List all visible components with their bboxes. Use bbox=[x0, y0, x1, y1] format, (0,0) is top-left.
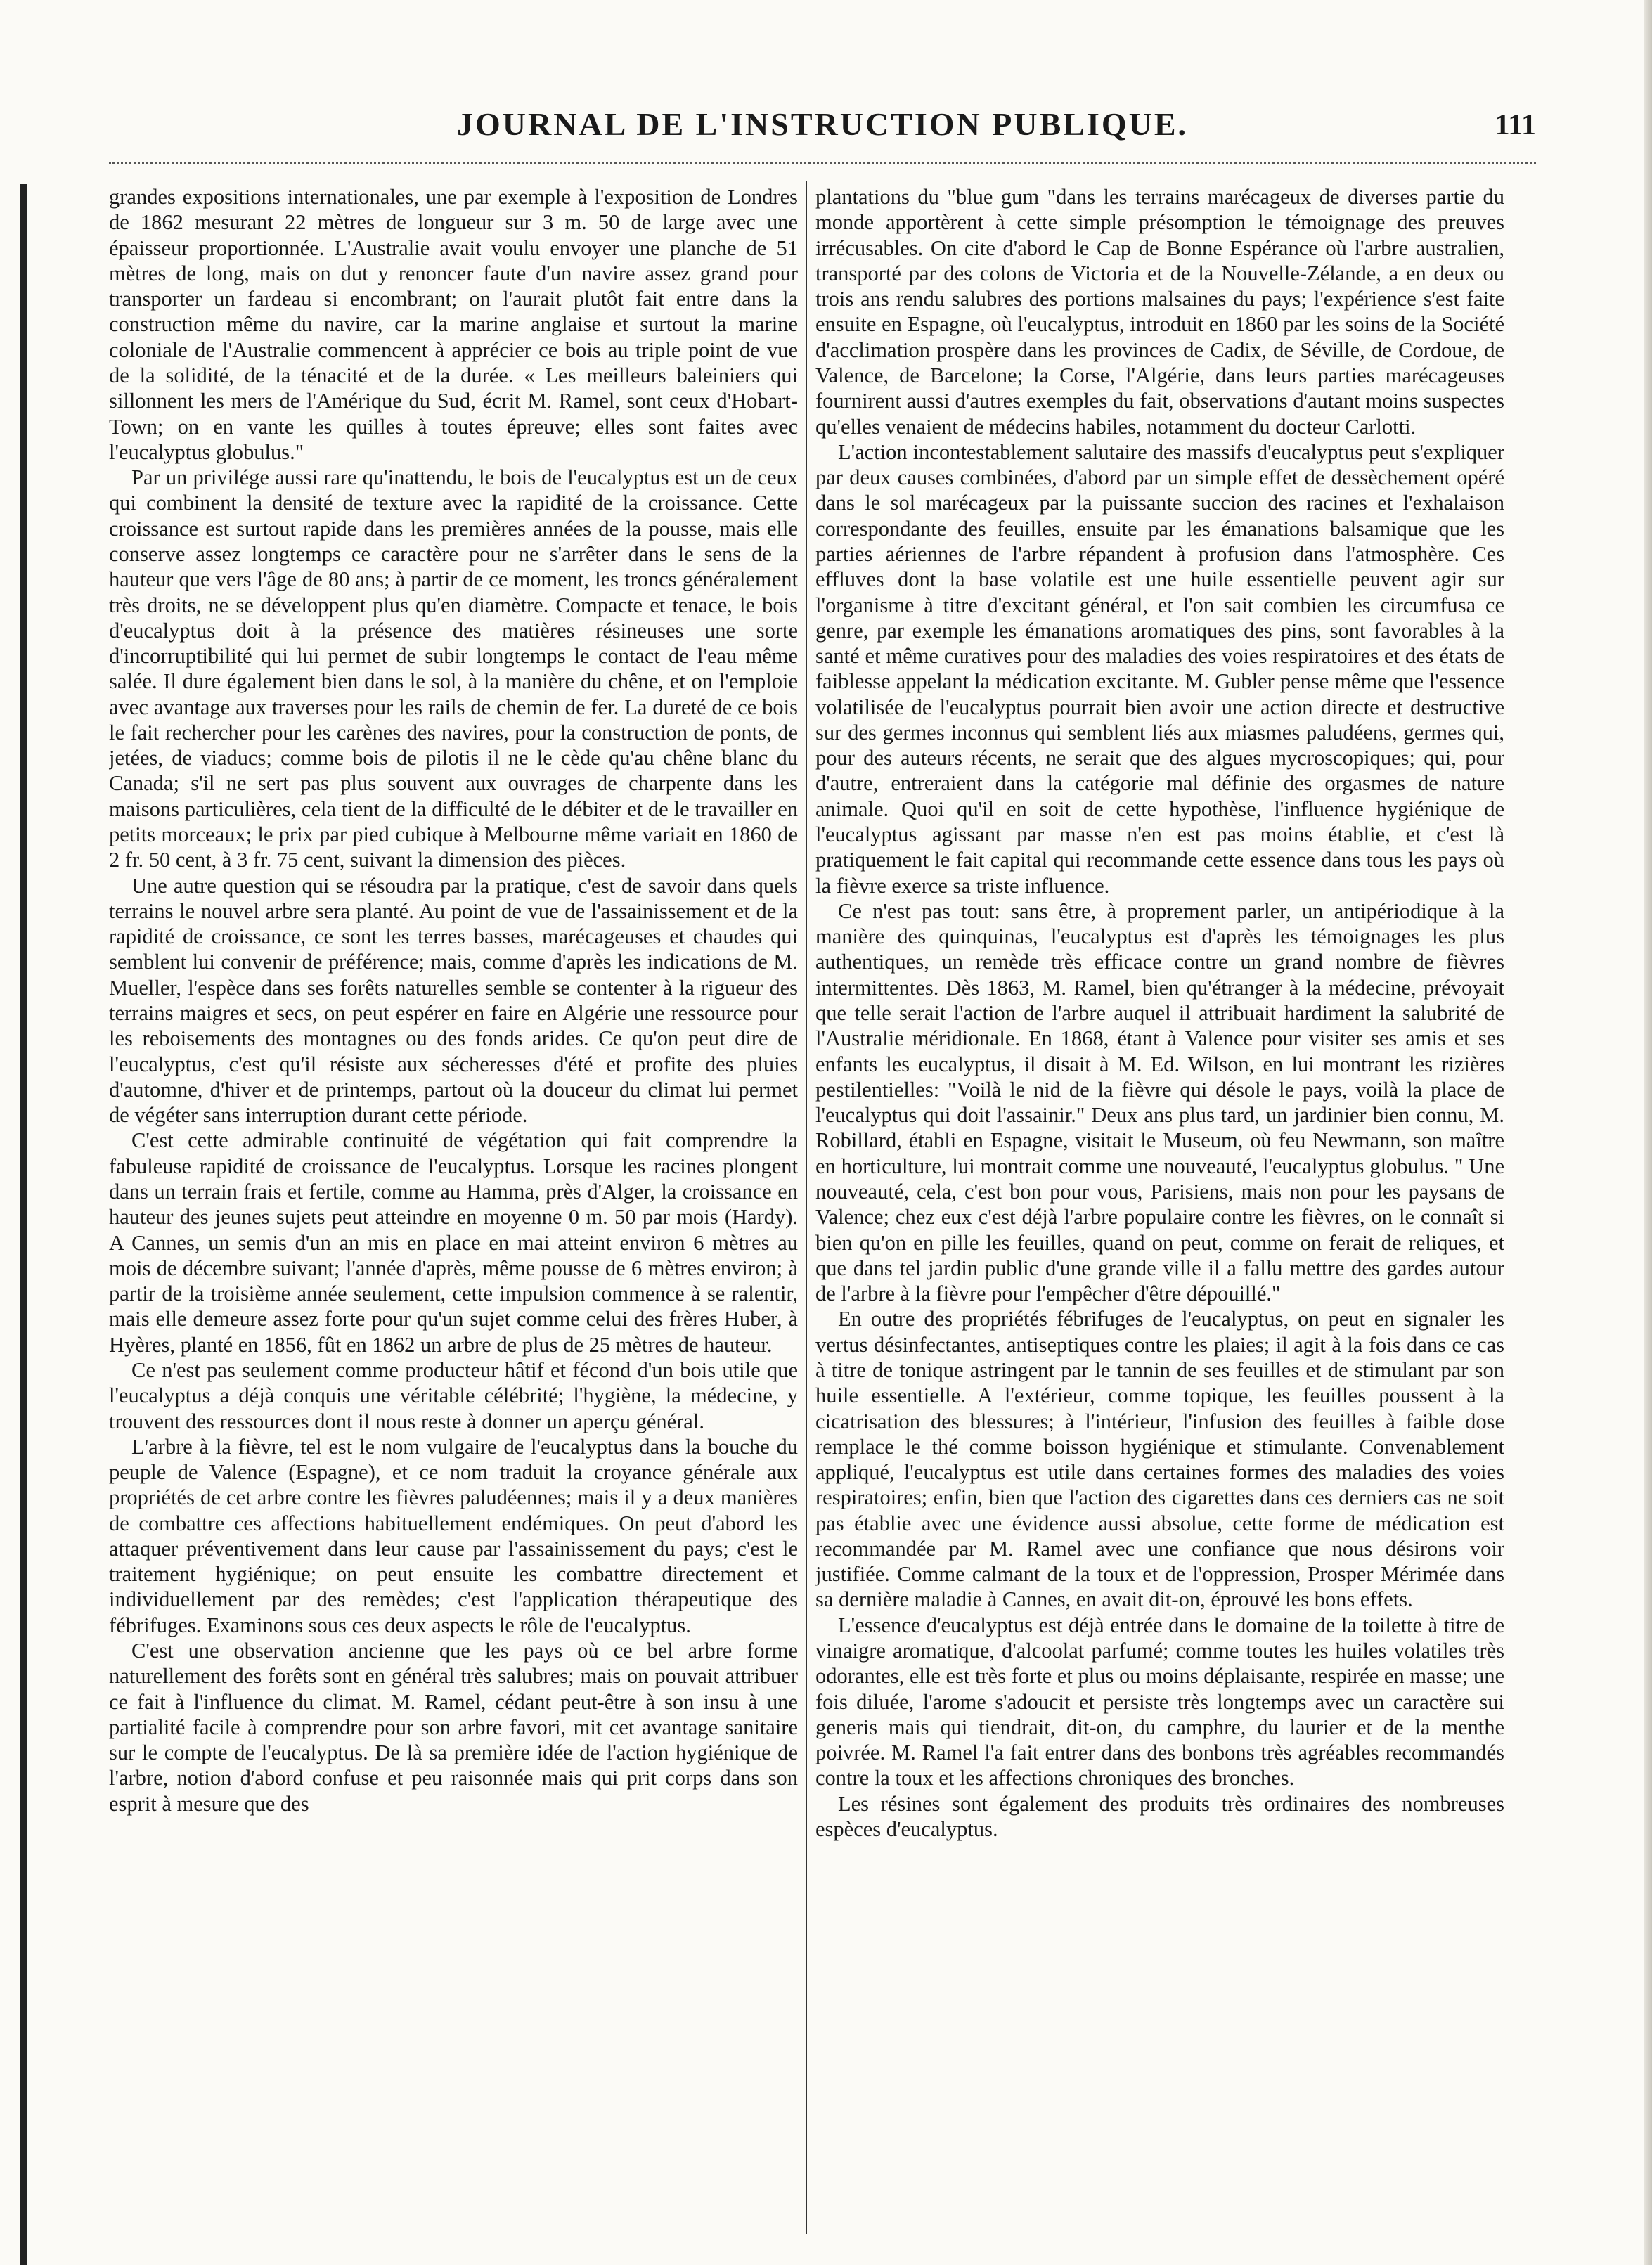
journal-title: JOURNAL DE L'INSTRUCTION PUBLIQUE. bbox=[456, 106, 1189, 142]
paragraph: C'est cette admirable continuité de végétation qui fait comprendre la fabuleuse rapidité de croissance de l'eucalyptus. Lorsque les racines plongent dans un terrain frais et fertile, comme au Hamma, près d'Alger, la croissance en hauteur des jeunes sujets peut atteindre en moyenne 0 m. 50 par mois (Hardy). A Cannes, un semis d'un an mis en place en mai atteint environ 6 mètres au mois de décembre suivant; l'année d'après, même pousse de 6 mètres environ; à partir de la troisième année seulement, cette impulsion commence à se ralentir, mais elle demeure assez forte pour qu'un sujet comme celui des frères Huber, à Hyères, planté en 1856, fût en 1862 un arbre de plus de 25 mètres de hauteur. bbox=[109, 1128, 798, 1357]
scan-page-edge bbox=[1644, 0, 1652, 2265]
paragraph: Ce n'est pas seulement comme producteur hâtif et fécond d'un bois utile que l'eucalyptus a déjà conquis une véritable célébrité; l'hygiène, la médecine, y trouvent des ressources dont il nous reste à donner un aperçu général. bbox=[109, 1357, 798, 1433]
running-header bbox=[109, 105, 1536, 155]
paragraph: Ce n'est pas tout: sans être, à proprement parler, un antipériodique à la manière des quinquinas, l'eucalyptus est d'après les témoignages les plus authentiques, un remède très efficace contre un grand nombre de fièvres intermittentes. Dès 1863, M. Ramel, bien qu'étranger à la médecine, prévoyait que telle serait l'action de l'arbre auquel il attribuait hardiment la salubrité de l'Australie méridionale. En 1868, étant à Valence pour visiter ses amis et ses enfants les eucalyptus, il disait à M. Ed. Wilson, en lui montrant les rizières pestilentielles: "Voilà le nid de la fièvre qui désole le pays, voilà la place de l'eucalyptus qui doit l'assainir." Deux ans plus tard, un jardinier bien connu, M. Robillard, établi en Espagne, visitait le Museum, où feu Newmann, son maître en horticulture, lui montrait comme une nouveauté, l'eucalyptus globulus. " Une nouveauté, cela, c'est bon pour vous, Parisiens, mais non pour les paysans de Valence; chez eux c'est déjà l'arbre populaire contre les fièvres, on le connaît si bien qu'on en pille les feuilles, quand on peut, comme on ferait de reliques, et que dans tel jardin public d'une grande ville il a fallu mettre des gardes autour de l'arbre à la fièvre pour l'empêcher d'être dépouillé." bbox=[815, 898, 1504, 1306]
paragraph: Les résines sont également des produits très ordinaires des nombreuses espèces d'eucalyptus. bbox=[815, 1791, 1504, 1841]
page-number: 111 bbox=[1495, 109, 1536, 141]
scan-binding-edge bbox=[20, 184, 27, 2265]
paragraph: C'est une observation ancienne que les pays où ce bel arbre forme naturellement des forêts sont en général très salubres; mais on pouvait attribuer ce fait à l'influence du climat. M. Ramel, cédant peut-être à son insu à une partialité facile à comprendre pour son arbre favori, mit cet avantage sanitaire sur le compte de l'eucalyptus. De là sa première idée de l'action hygiénique de l'arbre, notion d'abord confuse et peu raisonnée mais qui prit corps dans son esprit à mesure que des bbox=[109, 1639, 798, 1816]
paragraph: En outre des propriétés fébrifuges de l'eucalyptus, on peut en signaler les vertus désinfectantes, antiseptiques contre les plaies; il agit à la fois dans ce cas à titre de tonique astringent par le tannin de ses feuilles et de stimulant par son huile essentielle. A l'extérieur, comme topique, les feuilles poussent à la cicatrisation des blessures; à l'intérieur, l'infusion des feuilles à faible dose remplace le thé comme boisson hygiénique et stimulante. Convenablement appliqué, l'eucalyptus est utile dans certaines formes des maladies des voies respiratoires; enfin, bien que l'action des cigarettes dans ces derniers cas ne soit pas établie avec une évidence aussi absolue, cette forme de médication est recommandée par M. Ramel avec une confiance que nous désirons voir justifiée. Comme calmant de la toux et de l'oppression, Prosper Mérimée dans sa dernière maladie à Cannes, en avait dit-on, éprouvé les bons effets. bbox=[815, 1307, 1504, 1612]
paragraph: L'arbre à la fièvre, tel est le nom vulgaire de l'eucalyptus dans la bouche du peuple de Valence (Espagne), et ce nom traduit la croyance générale aux propriétés de cet arbre contre les fièvres paludéennes; mais il y a deux manières de combattre ces affections habituellement endémiques. On peut d'abord les attaquer préventivement dans leur cause par l'assainissement du pays; c'est le traitement hygiénique; on peut ensuite les combattre directement et individuellement par des remèdes; c'est l'application thérapeutique des fébrifuges. Examinons sous ces deux aspects le rôle de l'eucalyptus. bbox=[109, 1434, 798, 1637]
header-rule bbox=[109, 162, 1536, 164]
paragraph: L'essence d'eucalyptus est déjà entrée dans le domaine de la toilette à titre de vinaigre aromatique, d'alcoolat parfumé; comme toutes les huiles volatiles très odorantes, elle est très forte et plus ou moins déplaisante, respirée en masse; une fois diluée, l'arome s'adoucit et persiste très longtemps avec un caractère sui generis mais qui tiendrait, dit-on, du camphre, du laurier et de la menthe poivrée. M. Ramel l'a fait entrer dans des bonbons très agréables recommandés contre la toux et les affections chroniques des bronches. bbox=[815, 1613, 1504, 1790]
paragraph: Une autre question qui se résoudra par la pratique, c'est de savoir dans quels terrains le nouvel arbre sera planté. Au point de vue de l'assainissement et de la rapidité de croissance, ce sont les terres basses, marécageuses et chaudes qui semblent lui convenir de préférence; mais, comme d'après les indications de M. Mueller, l'espèce dans ses forêts naturelles semble se contenter à la rigueur des terrains maigres et secs, on peut espérer en faire en Algérie une ressource pour les reboisements des montagnes ou des fonds arides. Ce qu'on peut dire de l'eucalyptus, c'est qu'il résiste aux sécheresses d'été et profite des pluies d'automne, d'hiver et de printemps, partout où la douceur du climat lui permet de végéter sans interruption durant cette période. bbox=[109, 873, 798, 1128]
column-divider bbox=[806, 181, 807, 2234]
paragraph: Par un privilége aussi rare qu'inattendu, le bois de l'eucalyptus est un de ceux qui combinent la densité de texture avec la rapidité de la croissance. Cette croissance est surtout rapide dans les premières années de la pousse, mais elle conserve assez longtemps ce caractère pour ne s'arrêter dans le sens de la hauteur que vers l'âge de 80 ans; à partir de ce moment, les troncs généralement très droits, ne se développent plus qu'en diamètre. Compacte et tenace, le bois d'eucalyptus doit à la présence des matières résineuses une sorte d'incorruptibilité qui lui permet de subir longtemps le contact de l'eau même salée. Il dure également bien dans le sol, à la manière du chêne, et on l'emploie avec avantage aux traverses pour les rails de chemin de fer. La dureté de ce bois le fait rechercher pour les carènes des navires, pour la construction de ponts, de jetées, de viaducs; comme bois de pilotis il ne le cède qu'au chêne blanc du Canada; s'il ne sert pas plus souvent aux ouvrages de charpente dans les maisons particulières, cela tient de la difficulté de le débiter et de le travailler en petits morceaux; le prix par pied cubique à Melbourne même variait en 1860 de 2 fr. 50 cent, à 3 fr. 75 cent, suivant la dimension des pièces. bbox=[109, 465, 798, 872]
paragraph: grandes expositions internationales, une par exemple à l'exposition de Londres de 1862 mesurant 22 mètres de longueur sur 3 m. 50 de large avec une épaisseur proportionnée. L'Australie avait voulu envoyer une planche de 51 mètres de long, mais on dut y renoncer faute d'un navire assez grand pour transporter un fardeau si encombrant; on l'aurait plutôt fait entre dans la construction même du navire, car la marine anglaise et surtout la marine coloniale de l'Australie commencent à apprécier ce bois au triple point de vue de la solidité, de la ténacité et de la durée. « Les meilleurs baleiniers qui sillonnent les mers de l'Amérique du Sud, écrit M. Ramel, sont ceux d'Hobart-Town; on en vante les quilles à toutes épreuve; elles sont faites avec l'eucalyptus globulus." bbox=[109, 185, 798, 464]
left-column bbox=[109, 184, 798, 2237]
right-column bbox=[815, 184, 1504, 2237]
paragraph: plantations du "blue gum "dans les terrains marécageux de diverses partie du monde apportèrent à cette simple présomption le témoignage des preuves irrécusables. On cite d'abord le Cap de Bonne Espérance où l'arbre australien, transporté par des colons de Victoria et de la Nouvelle-Zélande, a en deux ou trois ans rendu salubres des portions malsaines du pays; l'expérience s'est faite ensuite en Espagne, où l'eucalyptus, introduit en 1860 par les soins de la Société d'acclimation prospère dans les provinces de Cadix, de Séville, de Cordoue, de Valence, de Barcelone; la Corse, l'Algérie, dans leurs parties marécageuses fournirent aussi d'autres exemples du fait, observations d'autant moins suspectes qu'elles venaient de médecins habiles, notamment du docteur Carlotti. bbox=[815, 185, 1504, 439]
paragraph: L'action incontestablement salutaire des massifs d'eucalyptus peut s'expliquer par deux causes combinées, d'abord par un simple effet de dessèchement opéré dans le sol marécageux par la puissante succion des racines et l'exhalaison correspondante des feuilles, ensuite par les émanations balsamique que les parties aériennes de l'arbre répandent à profusion dans l'atmosphère. Ces effluves dont la base volatile est une huile essentielle peuvent agir sur l'organisme à titre d'excitant général, et l'on sait combien les circumfusa ce genre, par exemple les émanations aromatiques des pins, sont favorables à la santé et même curatives pour des maladies des voies respiratoires et des états de faiblesse appelant la médication excitante. M. Gubler pense même que l'essence volatilisée de l'eucalyptus pourrait bien avoir une action directe et destructive sur des germes inconnus qui semblent liés aux miasmes paludéens, germes qui, pour des auteurs récents, ne serait que des algues mycroscopiques; qui, pour d'autre, entreraient dans la catégorie mal définie des orgasmes de nature animale. Quoi qu'il en soit de cette hypothèse, l'influence hygiénique de l'eucalyptus agissant par masse n'en est pas moins établie, et c'est là pratiquement le fait capital qui recommande cette essence dans tous les pays où la fièvre exerce sa triste influence. bbox=[815, 439, 1504, 898]
